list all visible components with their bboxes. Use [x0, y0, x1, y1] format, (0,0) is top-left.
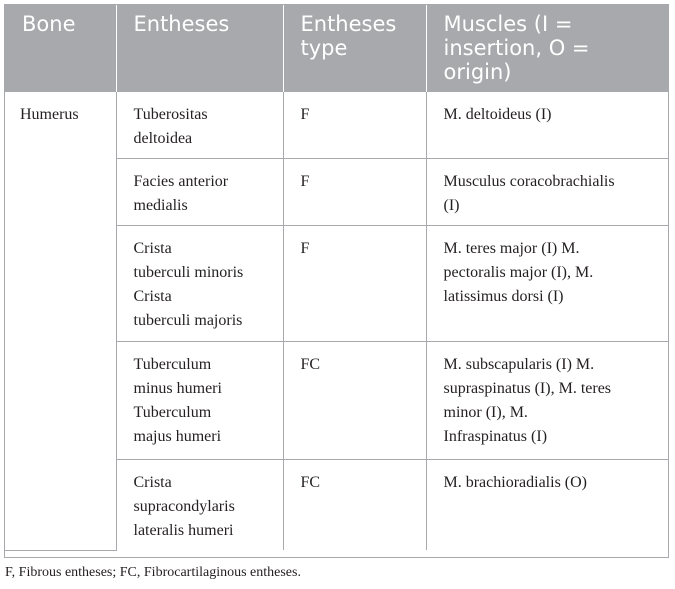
type-value: FC	[300, 474, 321, 491]
muscles-line: Infraspinatus (I)	[443, 428, 548, 445]
entheses-line: tuberculi minoris	[133, 264, 244, 281]
type-cell	[283, 159, 426, 226]
header-muscles-line-1: Muscles (I =	[443, 12, 573, 36]
type-value: FC	[300, 356, 321, 373]
entheses-cell	[116, 342, 283, 460]
entheses-line: lateralis humeri	[133, 522, 234, 539]
type-cell	[283, 92, 426, 159]
type-cell	[283, 342, 426, 460]
header-muscles-line-3: origin)	[443, 60, 512, 84]
bone-cell	[5, 92, 116, 550]
muscles-line: M. teres major (I) M.	[443, 240, 580, 257]
muscles-cell	[426, 92, 668, 159]
entheses-line: deltoidea	[133, 130, 193, 147]
header-entheses	[116, 5, 283, 92]
entheses-line: supracondylaris	[133, 498, 235, 515]
header-bone-line: Bone	[22, 12, 76, 36]
entheses-line: medialis	[133, 197, 188, 214]
muscles-cell	[426, 226, 668, 342]
muscles-line: M. brachioradialis (O)	[443, 474, 588, 491]
entheses-line: majus humeri	[133, 428, 222, 445]
entheses-line: Crista	[133, 240, 172, 257]
header-bone	[5, 5, 116, 92]
muscles-cell	[426, 159, 668, 226]
muscles-line: supraspinatus (I), M. teres	[443, 380, 612, 397]
type-cell	[283, 226, 426, 342]
header-entheses-type	[283, 5, 426, 92]
entheses-line: minus humeri	[133, 380, 222, 397]
entheses-cell	[116, 159, 283, 226]
bone-name: Humerus	[20, 106, 79, 123]
entheses-line: Tuberculum	[133, 356, 212, 373]
entheses-cell	[116, 460, 283, 551]
muscles-line: M. subscapularis (I) M.	[443, 356, 595, 373]
table-body	[5, 92, 668, 550]
muscles-line: Musculus coracobrachialis	[443, 173, 615, 190]
type-value: F	[300, 106, 310, 123]
table-footnote: F, Fibrous entheses; FC, Fibrocartilaginous entheses.	[5, 565, 301, 580]
muscles-cell	[426, 460, 668, 551]
header-row	[5, 5, 668, 92]
entheses-line: Crista	[133, 288, 172, 305]
entheses-line: Tuberositas	[133, 106, 208, 123]
muscles-line: pectoralis major (I), M.	[443, 264, 594, 281]
header-type-line-2: type	[300, 36, 348, 60]
entheses-table	[5, 5, 668, 551]
header-muscles-line-2: insertion, O =	[443, 36, 590, 60]
muscles-cell	[426, 342, 668, 460]
muscles-line: minor (I), M.	[443, 404, 528, 421]
muscles-line: M. deltoideus (I)	[443, 106, 552, 123]
header-type-line-1: Entheses	[300, 12, 397, 36]
type-value: F	[300, 173, 310, 190]
entheses-line: Facies anterior	[133, 173, 229, 190]
header-muscles	[426, 5, 668, 92]
type-cell	[283, 460, 426, 551]
header-entheses-line: Entheses	[133, 12, 230, 36]
entheses-line: Tuberculum	[133, 404, 212, 421]
table-header	[5, 5, 668, 92]
entheses-cell	[116, 226, 283, 342]
table-row	[5, 92, 668, 159]
type-value: F	[300, 240, 310, 257]
entheses-line: Crista	[133, 474, 172, 491]
muscles-line: (I)	[443, 197, 460, 214]
entheses-cell	[116, 92, 283, 159]
muscles-line: latissimus dorsi (I)	[443, 288, 564, 305]
entheses-line: tuberculi majoris	[133, 312, 243, 329]
